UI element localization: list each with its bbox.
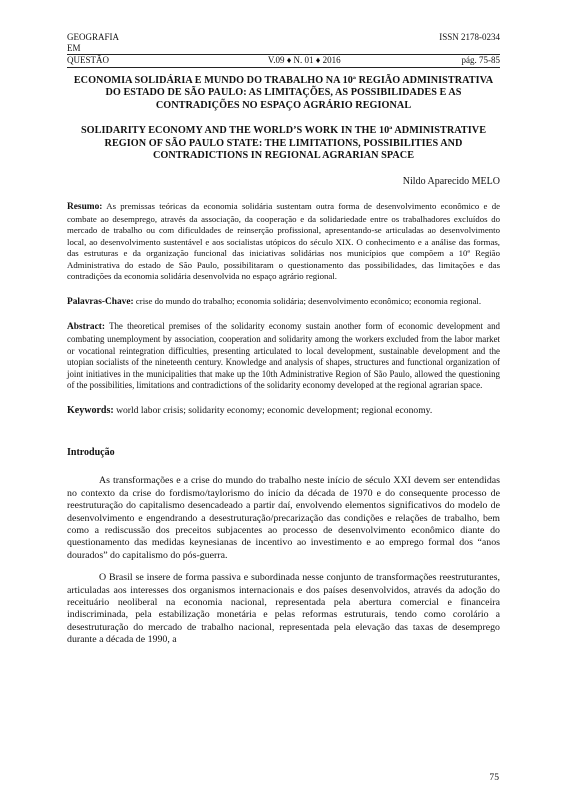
- palavras-chave-text: crise do mundo do trabalho; economia solidária; desenvolvimento econômico; economia regional.: [133, 295, 482, 306]
- abstract-label: Abstract:: [67, 322, 106, 333]
- body-paragraph-1: As transformações e a crise do mundo do trabalho neste início de século XXI devem ser entendidas no contexto da crise do fordismo/taylorismo do início da década de 1970 e do consequente processo de reestruturação do capitalismo desencadeado a partir daí, envolvendo elementos significativos do modelo de desenvolvimento e engendrando a desestruturação/precarização das condições e relações de trabalho, bem como a rediscussão dos preceitos subjacentes ao processo de desenvolvimento econômico diante do questionamento das medidas keynesianas de incentivo ao investimento e ao emprego formal dos “anos dourados” do capitalismo do pós-guerra.: [67, 475, 500, 561]
- palavras-chave-label: Palavras-Chave:: [67, 296, 134, 307]
- abstract-block: [67, 321, 500, 392]
- page-range: pág. 75-85: [461, 55, 500, 65]
- resumo-block: [67, 201, 500, 283]
- resumo-label: Resumo:: [67, 202, 103, 213]
- volume-info: V.09 ♦ N. 01 ♦ 2016: [267, 55, 341, 65]
- keywords-block: [67, 405, 500, 417]
- page-number: 75: [489, 772, 499, 783]
- keywords-label: Keywords:: [67, 405, 114, 416]
- article-page: [67, 32, 500, 656]
- title-english: SOLIDARITY ECONOMY AND THE WORLD’S WORK IN THE 10ª ADMINISTRATIVE REGION OF SÃO PAULO STATE: THE LIMITATIONS, POSSIBILITIES AND CONTRADICTIONS IN REGIONAL AGRARIAN SPACE: [80, 125, 487, 162]
- palavras-chave-block: [67, 296, 500, 309]
- section-heading: Introdução: [67, 447, 115, 459]
- running-header-top: [67, 32, 500, 43]
- journal-name-line1: GEOGRAFIA: [67, 32, 120, 42]
- issn: ISSN 2178-0234: [439, 32, 500, 42]
- journal-name-line2: EM: [67, 43, 500, 55]
- resumo-text: As premissas teóricas da economia solidária sustentam outra forma de desenvolvimento econômico e de combate ao desemprego, através da associação, da cooperação e da solidariedade entre os trabalhadores excluídos do mercado de trabalho ou com dificuldades de reinserção profissional, apresentando-se articuladas ao desenvolvimento local, ao desenvolvimento sustentável e aos socialistas utópicos do século XIX. O conhecimento e a análise das formas, das estruturas e da organização funcional das iniciativas solidárias nos municípios que compõem a 10ª Região Administrativa do estado de São Paulo, possibilitaram o questionamento das possibilidades, das limitações e das contradições da economia solidária desenvolvida no espaço agrário regional.: [67, 201, 500, 282]
- title-portuguese: ECONOMIA SOLIDÁRIA E MUNDO DO TRABALHO NA 10ª REGIÃO ADMINISTRATIVA DO ESTADO DE SÃO PAULO: AS LIMITAÇÕES, AS POSSIBILIDADES E AS CONTRADIÇÕES NO ESPAÇO AGRÁRIO REGIONAL: [73, 75, 494, 111]
- keywords-text: world labor crisis; solidarity economy; economic development; regional economy.: [113, 405, 433, 416]
- running-header-bottom: [67, 55, 500, 68]
- author-name: Nildo Aparecido MELO: [402, 176, 500, 188]
- abstract-text: The theoretical premises of the solidarity economy sustain another form of economic development and combating unemployment by association, cooperation and solidarity among the workers excluded from the labor market or vocational reintegration difficulties, presenting articulated to local development, sustainable development and the utopian socialists of the nineteenth century. Knowledge and analysis of shapes, structures and functional organization of joint initiatives in the municipalities that make up the 10th Administrative Region of São Paulo, allowed the questioning of the possibilities, limitations and contradictions of the solidarity economy developed at the regional agrarian space.: [67, 321, 500, 391]
- journal-name-line3: QUESTÃO: [67, 55, 109, 65]
- body-paragraph-2: O Brasil se insere de forma passiva e subordinada nesse conjunto de transformações reestruturantes, articuladas aos interesses dos organismos internacionais e dos países desenvolvidos, através da adoção do receituário neoliberal na economia nacional, representada pela abertura comercial e financeira indiscriminada, pela estabilização monetária e pelas reformas estruturais, tendo como corolário a desestruturação do mercado de trabalho nacional, representada pela elevação das taxas de desemprego durante a década de 1990, a: [67, 572, 500, 646]
